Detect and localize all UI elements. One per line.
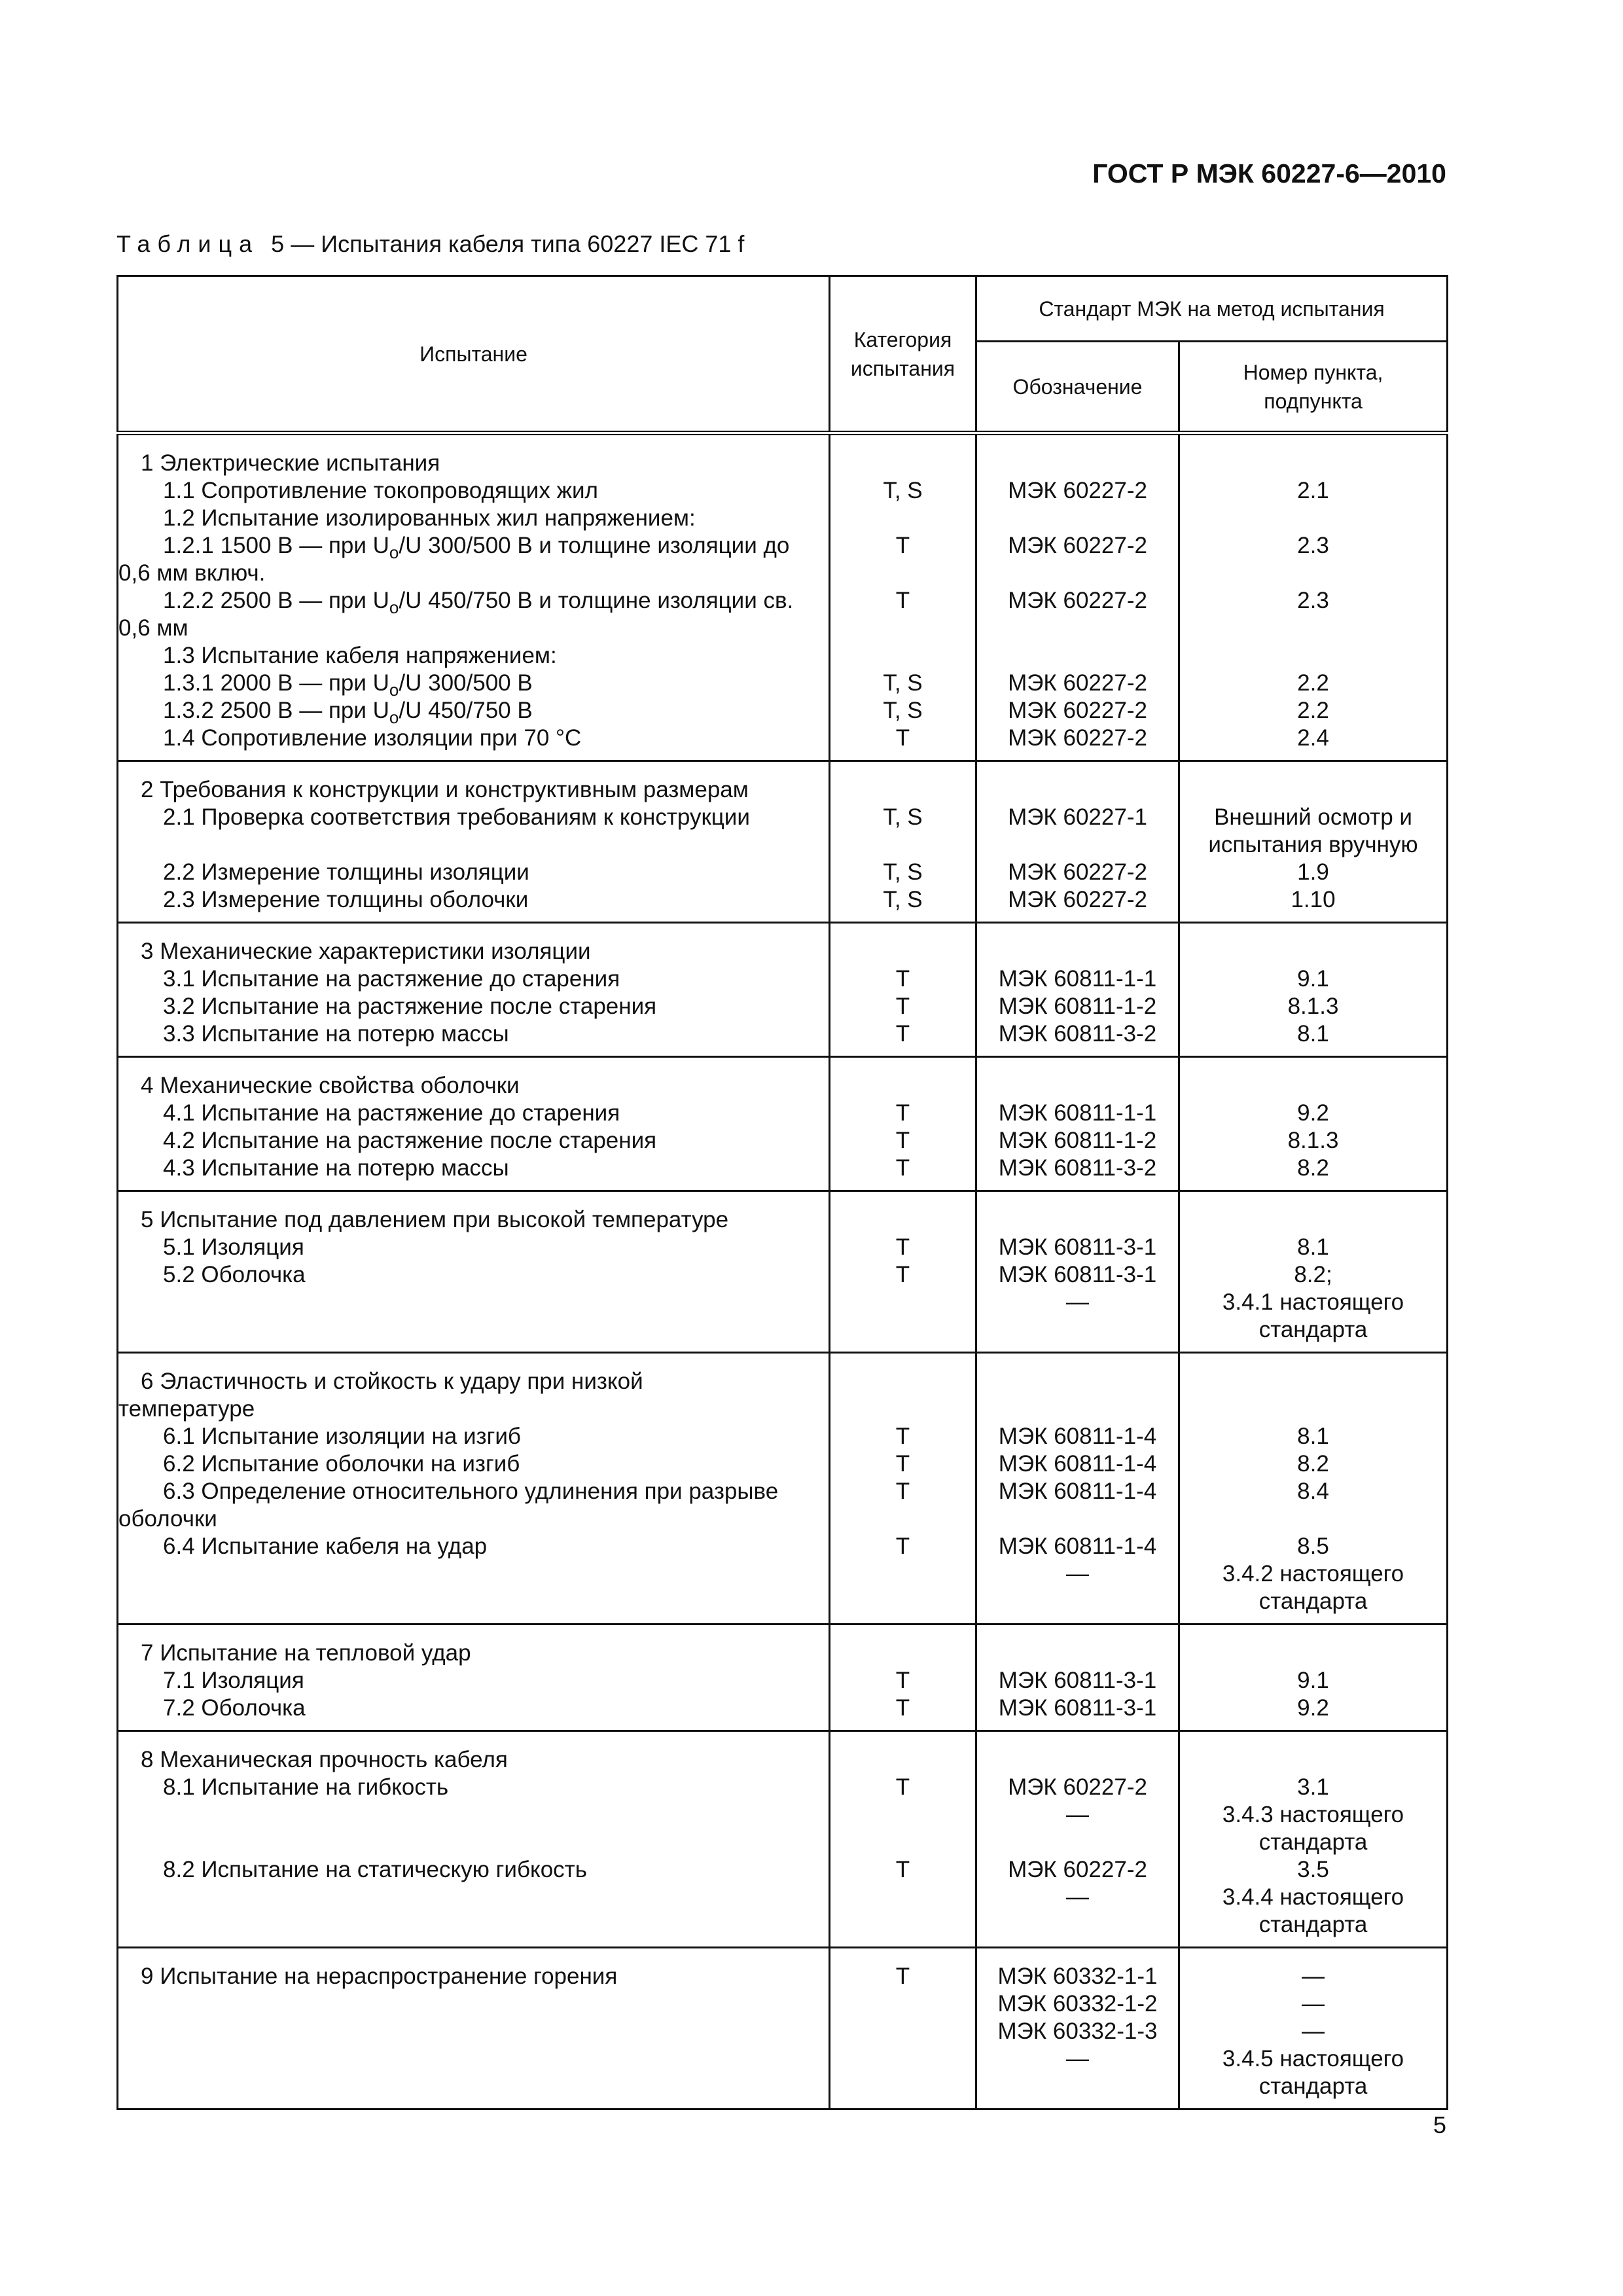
row-2-2-standard: МЭК 60227-2 xyxy=(1008,859,1147,885)
row-7-1-label: 7.1 Изоляция xyxy=(163,1668,304,1693)
row-5-1-label: 5.1 Изоляция xyxy=(163,1234,304,1260)
row-1-3-1-category: T, S xyxy=(883,670,923,696)
row-1-2-label: 1.2 Испытание изолированных жил напряжением: xyxy=(163,505,696,531)
header-category: Категория испытания xyxy=(830,276,976,433)
section-4-title: 4 Механические свойства оболочки xyxy=(141,1073,520,1098)
row-8-2-clause-ref: 3.4.4 настоящего xyxy=(1222,1884,1404,1910)
row-1-3-2-standard: МЭК 60227-2 xyxy=(1008,698,1147,723)
row-4-2-clause: 8.1.3 xyxy=(1287,1128,1339,1153)
row-5-2-standard: МЭК 60811-3-1 xyxy=(998,1262,1157,1287)
row-1-3-1-label: 1.3.1 2000 В — при $U_o/U$ 300/500 В xyxy=(163,670,533,700)
row-5-2-clause-ref: 3.4.1 настоящего xyxy=(1222,1289,1404,1315)
row-1-1-label: 1.1 Сопротивление токопроводящих жил xyxy=(163,478,598,503)
section-5-title: 5 Испытание под давлением при высокой температуре xyxy=(141,1207,729,1232)
document-header: ГОСТ Р МЭК 60227-6—2010 xyxy=(1092,158,1446,188)
row-5-2-clause-ref-cont: стандарта xyxy=(1258,1317,1368,1342)
row-5-2-label: 5.2 Оболочка xyxy=(163,1262,306,1287)
row-8-2-standard: МЭК 60227-2 xyxy=(1008,1857,1147,1882)
row-3-2-label: 3.2 Испытание на растяжение после старения xyxy=(163,994,657,1019)
row-1-3-label: 1.3 Испытание кабеля напряжением: xyxy=(163,643,557,668)
row-7-2-clause: 9.2 xyxy=(1297,1695,1329,1721)
row-7-2-category: T xyxy=(895,1695,910,1721)
row-1-2-2-label: 1.2.2 2500 В — при $U_o/U$ 450/750 В и толщине изоляции св. 0,6 мм xyxy=(118,588,794,641)
row-6-2-clause: 8.2 xyxy=(1297,1451,1329,1477)
table-caption xyxy=(116,230,744,258)
row-1-3-2-clause: 2.2 xyxy=(1297,698,1329,723)
row-6-1-standard: МЭК 60811-1-4 xyxy=(998,1424,1157,1449)
row-6-2-label: 6.2 Испытание оболочки на изгиб xyxy=(163,1451,520,1477)
row-4-1-standard: МЭК 60811-1-1 xyxy=(998,1100,1157,1126)
row-1-3-1-standard: МЭК 60227-2 xyxy=(1008,670,1147,696)
row-3-2-clause: 8.1.3 xyxy=(1287,994,1339,1019)
section-3-title: 3 Механические характеристики изоляции xyxy=(141,939,591,964)
row-1-2-1-clause: 2.3 xyxy=(1297,533,1329,558)
row-1-4-category: T xyxy=(895,725,910,751)
tests-table xyxy=(116,275,1448,2110)
row-6-1-clause: 8.1 xyxy=(1297,1424,1329,1449)
row-8-1-standard-dash: — xyxy=(1066,1802,1089,1827)
row-1-2-2-category: T xyxy=(895,588,910,613)
table-caption-word: Таблица xyxy=(116,230,260,257)
header-designation: Обозначение xyxy=(976,342,1179,433)
row-8-2-clause-ref-cont: стандарта xyxy=(1258,1912,1368,1937)
row-8-1-clause-ref: 3.4.3 настоящего xyxy=(1222,1802,1404,1827)
table-section-3 xyxy=(118,923,1448,1057)
row-7-1-category: T xyxy=(895,1668,910,1693)
row-3-2-category: T xyxy=(895,994,910,1019)
row-3-1-label: 3.1 Испытание на растяжение до старения xyxy=(163,966,620,992)
row-4-3-clause: 8.2 xyxy=(1297,1155,1329,1181)
row-9-standard-2: МЭК 60332-1-2 xyxy=(997,1991,1158,2017)
table-section-6 xyxy=(118,1353,1448,1624)
row-7-1-standard: МЭК 60811-3-1 xyxy=(998,1668,1157,1693)
row-1-2-2-standard: МЭК 60227-2 xyxy=(1008,588,1147,613)
row-4-1-category: T xyxy=(895,1100,910,1126)
table-section-7 xyxy=(118,1624,1448,1731)
row-3-2-standard: МЭК 60811-1-2 xyxy=(998,994,1157,1019)
row-6-1-label: 6.1 Испытание изоляции на изгиб xyxy=(163,1424,521,1449)
section-6-title: 6 Эластичность и стойкость к удару при низкой xyxy=(141,1369,643,1394)
row-6-4-standard-dash: — xyxy=(1066,1561,1089,1587)
row-5-2-standard-dash: — xyxy=(1066,1289,1089,1315)
row-9-standard-dash: — xyxy=(1066,2046,1089,2072)
section-1-title: 1 Электрические испытания xyxy=(141,450,440,476)
header-test: Испытание xyxy=(118,276,830,433)
row-4-3-label: 4.3 Испытание на потерю массы xyxy=(163,1155,509,1181)
header-standard: Стандарт МЭК на метод испытания xyxy=(976,276,1448,342)
row-6-3-clause: 8.4 xyxy=(1297,1479,1329,1504)
row-9-clause-2: — xyxy=(1302,1991,1325,2017)
row-2-2-category: T, S xyxy=(883,859,923,885)
row-7-2-label: 7.2 Оболочка xyxy=(163,1695,306,1721)
row-4-2-category: T xyxy=(895,1128,910,1153)
row-6-3-label: 6.3 Определение относительного удлинения при разрыве оболочки xyxy=(118,1479,779,1532)
row-1-4-standard: МЭК 60227-2 xyxy=(1008,725,1147,751)
row-9-standard-1: МЭК 60332-1-1 xyxy=(997,1964,1158,1989)
row-9-clause-1: — xyxy=(1302,1964,1325,1989)
row-3-3-category: T xyxy=(895,1021,910,1047)
table-section-5 xyxy=(118,1191,1448,1353)
row-4-1-clause: 9.2 xyxy=(1297,1100,1329,1126)
row-8-2-standard-dash: — xyxy=(1066,1884,1089,1910)
row-4-3-category: T xyxy=(895,1155,910,1181)
row-7-1-clause: 9.1 xyxy=(1297,1668,1329,1693)
row-8-2-category: T xyxy=(895,1857,910,1882)
row-1-1-standard: МЭК 60227-2 xyxy=(1008,478,1147,503)
row-1-3-2-category: T, S xyxy=(883,698,923,723)
row-7-2-standard: МЭК 60811-3-1 xyxy=(998,1695,1157,1721)
page-number: 5 xyxy=(1433,2111,1446,2138)
row-5-1-clause: 8.1 xyxy=(1297,1234,1329,1260)
row-4-2-label: 4.2 Испытание на растяжение после старения xyxy=(163,1128,657,1153)
section-9-title: 9 Испытание на нераспространение горения xyxy=(141,1964,618,1989)
row-2-1-category: T, S xyxy=(883,804,923,830)
row-2-1-standard: МЭК 60227-1 xyxy=(1008,804,1147,830)
row-6-4-clause-ref: 3.4.2 настоящего xyxy=(1222,1561,1404,1587)
section-8-title: 8 Механическая прочность кабеля xyxy=(141,1747,508,1772)
row-1-1-clause: 2.1 xyxy=(1297,478,1329,503)
row-9-clause-ref: 3.4.5 настоящего xyxy=(1222,2046,1404,2072)
row-6-4-category: T xyxy=(895,1534,910,1559)
row-1-4-clause: 2.4 xyxy=(1297,725,1329,751)
row-1-1-category: T, S xyxy=(883,478,923,503)
row-1-4-label: 1.4 Сопротивление изоляции при 70 °C xyxy=(163,725,582,751)
row-8-1-clause: 3.1 xyxy=(1297,1774,1329,1800)
row-6-4-clause: 8.5 xyxy=(1297,1534,1329,1559)
row-8-1-label: 8.1 Испытание на гибкость xyxy=(163,1774,449,1800)
row-2-1-clause-b: испытания вручную xyxy=(1208,832,1418,857)
row-8-2-clause: 3.5 xyxy=(1297,1857,1329,1882)
row-4-2-standard: МЭК 60811-1-2 xyxy=(998,1128,1157,1153)
row-3-1-category: T xyxy=(895,966,910,992)
row-2-3-standard: МЭК 60227-2 xyxy=(1008,887,1147,912)
row-1-2-1-label: 1.2.1 1500 В — при $U_o/U$ 300/500 В и толщине изоляции до 0,6 мм включ. xyxy=(118,533,790,586)
row-6-4-label: 6.4 Испытание кабеля на удар xyxy=(163,1534,488,1559)
row-6-3-standard: МЭК 60811-1-4 xyxy=(998,1479,1157,1504)
row-4-1-label: 4.1 Испытание на растяжение до старения xyxy=(163,1100,620,1126)
table-section-9 xyxy=(118,1948,1448,2109)
row-4-3-standard: МЭК 60811-3-2 xyxy=(998,1155,1157,1181)
row-3-3-standard: МЭК 60811-3-2 xyxy=(998,1021,1157,1047)
table-caption-text: 5 — Испытания кабеля типа 60227 IEC 71 f xyxy=(271,230,745,257)
row-6-4-clause-ref-cont: стандарта xyxy=(1258,1588,1368,1614)
header-clause: Номер пункта, подпункта xyxy=(1179,342,1448,433)
row-5-2-category: T xyxy=(895,1262,910,1287)
row-3-1-clause: 9.1 xyxy=(1297,966,1329,992)
row-2-3-clause: 1.10 xyxy=(1291,887,1336,912)
row-9-clause-3: — xyxy=(1302,2018,1325,2044)
row-3-3-label: 3.3 Испытание на потерю массы xyxy=(163,1021,509,1047)
row-1-2-2-clause: 2.3 xyxy=(1297,588,1329,613)
row-1-3-1-clause: 2.2 xyxy=(1297,670,1329,696)
row-5-2-clause: 8.2; xyxy=(1294,1262,1332,1287)
row-8-2-label: 8.2 Испытание на статическую гибкость xyxy=(163,1857,587,1882)
row-8-1-clause-ref-cont: стандарта xyxy=(1258,1829,1368,1855)
row-8-1-category: T xyxy=(895,1774,910,1800)
row-9-clause-ref-cont: стандарта xyxy=(1258,2073,1368,2099)
row-2-2-clause: 1.9 xyxy=(1297,859,1329,885)
section-7-title: 7 Испытание на тепловой удар xyxy=(141,1640,471,1666)
row-2-1-clause-a: Внешний осмотр и xyxy=(1214,804,1412,830)
row-6-4-standard: МЭК 60811-1-4 xyxy=(998,1534,1157,1559)
row-6-2-category: T xyxy=(895,1451,910,1477)
row-2-2-label: 2.2 Измерение толщины изоляции xyxy=(163,859,529,885)
row-6-3-category: T xyxy=(895,1479,910,1504)
table-section-1 xyxy=(118,433,1448,761)
row-1-2-1-category: T xyxy=(895,533,910,558)
row-5-1-category: T xyxy=(895,1234,910,1260)
section-2-title: 2 Требования к конструкции и конструктивным размерам xyxy=(141,777,749,802)
row-3-1-standard: МЭК 60811-1-1 xyxy=(998,966,1157,992)
row-3-3-clause: 8.1 xyxy=(1297,1021,1329,1047)
table-section-2 xyxy=(118,761,1448,923)
row-2-3-category: T, S xyxy=(883,887,923,912)
table-section-4 xyxy=(118,1057,1448,1191)
row-5-1-standard: МЭК 60811-3-1 xyxy=(998,1234,1157,1260)
row-9-category: T xyxy=(895,1964,910,1989)
row-2-3-label: 2.3 Измерение толщины оболочки xyxy=(163,887,529,912)
row-6-1-category: T xyxy=(895,1424,910,1449)
section-6-title-cont: температуре xyxy=(118,1396,255,1422)
row-1-3-2-label: 1.3.2 2500 В — при $U_o/U$ 450/750 В xyxy=(163,698,533,727)
row-6-2-standard: МЭК 60811-1-4 xyxy=(998,1451,1157,1477)
row-9-standard-3: МЭК 60332-1-3 xyxy=(997,2018,1158,2044)
row-1-2-1-standard: МЭК 60227-2 xyxy=(1008,533,1147,558)
row-8-1-standard: МЭК 60227-2 xyxy=(1008,1774,1147,1800)
table-section-8 xyxy=(118,1731,1448,1948)
row-2-1-label: 2.1 Проверка соответствия требованиям к конструкции xyxy=(163,804,750,830)
